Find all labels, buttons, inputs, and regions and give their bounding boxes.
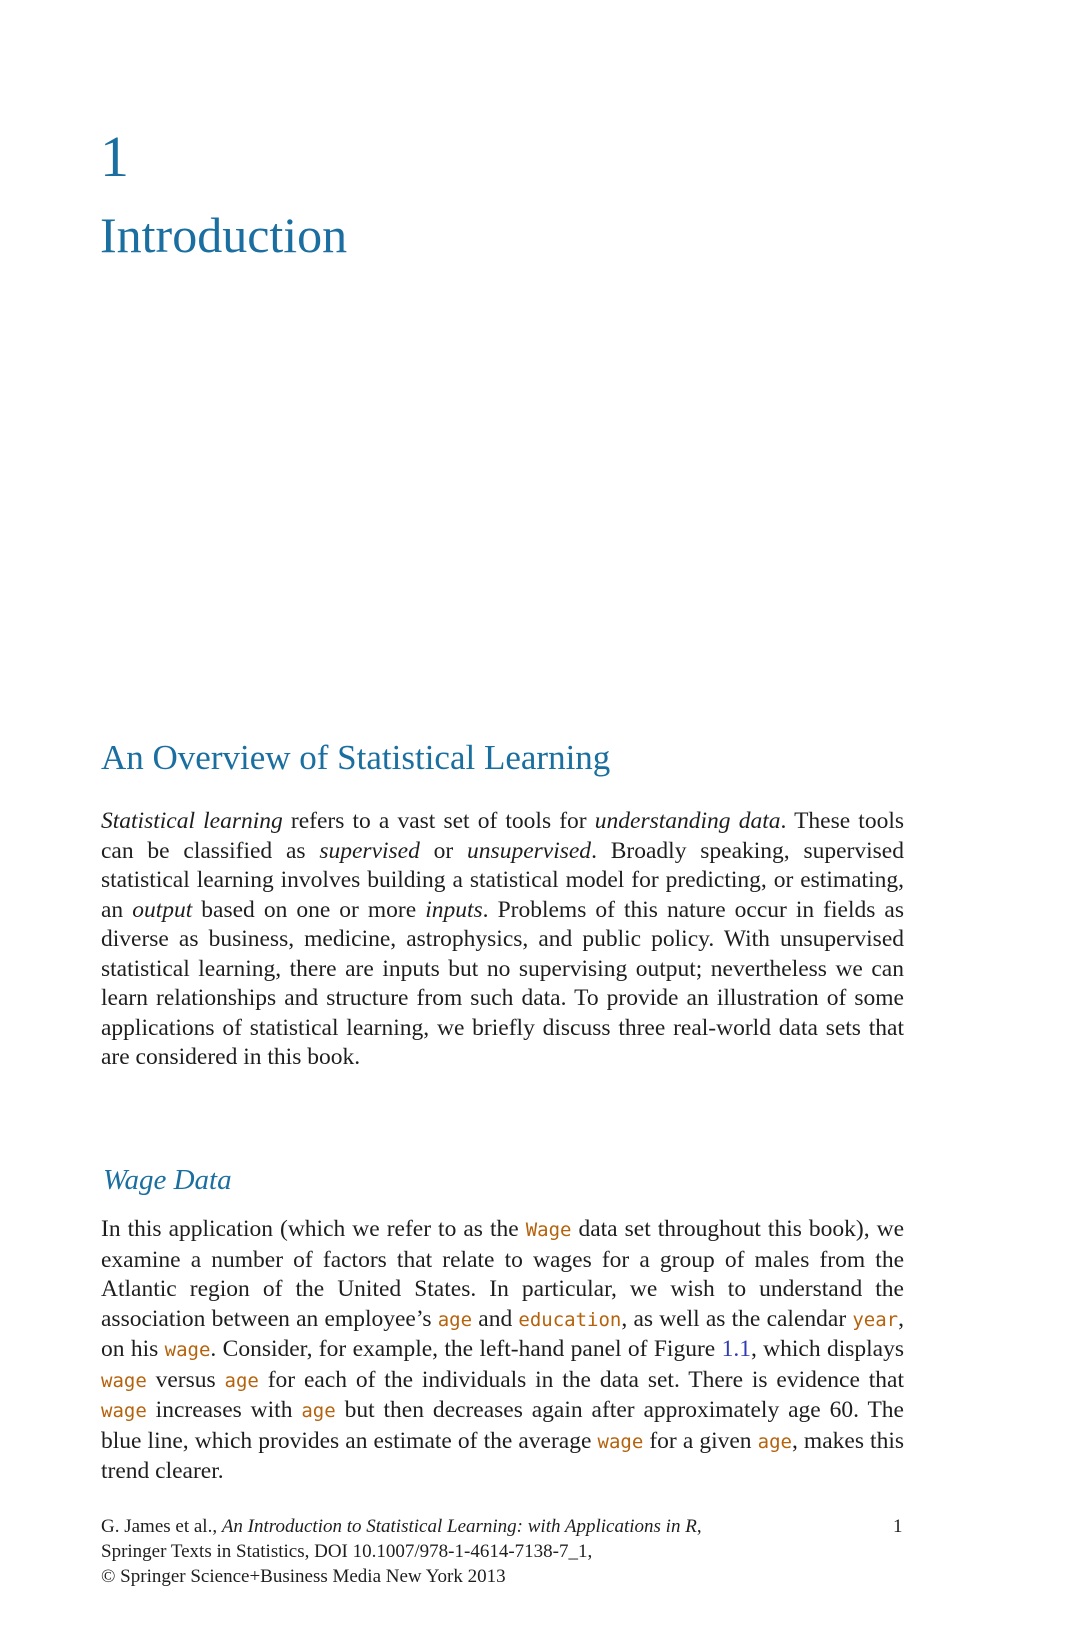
term-supervised: supervised [319,837,420,864]
text-span: for each of the individuals in the data set. There is evidence that [258,1366,905,1393]
text-span: increases with [146,1397,302,1423]
code-term: wage [101,1369,147,1392]
code-term: wage [164,1339,211,1361]
citation-authors: G. James et al., [101,1516,222,1537]
text-span: . These tools can be classified as [101,808,905,864]
term-understanding-data: understanding data [594,808,781,834]
text-span: or [419,837,468,864]
citation-line-2: Springer Texts in Statistics, DOI 10.1007/978-1-4614-7138-7_1, [101,1541,593,1562]
code-term: age [757,1430,792,1453]
text-span: . Problems of this nature occur in fields as diverse as business, medicine, astrophysics, and public policy. With unsupervised statistical learning, there are inputs but no supervising output; nevertheless we can learn relationships and structure from such data. To provide an illustration of some applications of statistical learning, we briefly discuss three real-world data sets that are considered in this book. [101,896,904,1070]
code-term: wage [101,1400,147,1422]
overview-paragraph [101,807,904,1073]
citation-comma: , [696,1516,702,1537]
code-term: year [852,1308,899,1331]
text-span: versus [146,1366,225,1393]
citation-footer [101,1514,904,1589]
text-span: , on his [101,1305,904,1362]
text-span: In this application (which we refer to as the [101,1216,526,1242]
chapter-title: Introduction [100,207,348,263]
term-statistical-learning: Statistical learning [101,808,283,834]
term-unsupervised: unsupervised [467,837,592,864]
text-span: for a given [643,1427,758,1454]
text-span: based on one or more [192,896,426,923]
code-term: Wage [525,1219,572,1241]
figure-reference-link[interactable]: 1.1 [721,1336,751,1362]
code-term: wage [597,1430,644,1453]
code-term: age [301,1400,336,1422]
subsection-heading: Wage Data [103,1164,232,1196]
page-number: 1 [893,1516,903,1537]
text-span: , makes this trend clearer. [101,1427,904,1484]
code-term: age [224,1369,259,1392]
text-span: , which displays [750,1336,904,1362]
text-span: . Consider, for example, the left-hand panel of Figure [210,1336,722,1362]
wage-data-paragraph [101,1215,904,1487]
text-span: . Broadly speaking, supervised statistical learning involves building a statistical model for predicting, or estimating, an [101,837,904,923]
text-span: and [472,1305,519,1332]
citation-book-title: An Introduction to Statistical Learning: with Applications in R [221,1516,697,1537]
citation-line-1 [101,1514,904,1539]
term-inputs: inputs [425,896,483,923]
term-output: output [132,896,193,923]
text-span: but then decreases again after approximately age 60. The blue line, which provides an estimate of the average [101,1397,904,1454]
chapter-number: 1 [100,124,129,189]
section-heading: An Overview of Statistical Learning [101,738,611,777]
citation-line-3: © Springer Science+Business Media New York 2013 [101,1566,506,1587]
text-span: data set throughout this book), we examine a number of factors that relate to wages for a group of males from the Atlantic region of the United States. In particular, we wish to understand the association between an employee’s [101,1216,905,1332]
text-span: , as well as the calendar [621,1305,853,1332]
code-term: education [518,1308,622,1331]
text-span: refers to a vast set of tools for [282,808,595,834]
code-term: age [437,1308,473,1331]
